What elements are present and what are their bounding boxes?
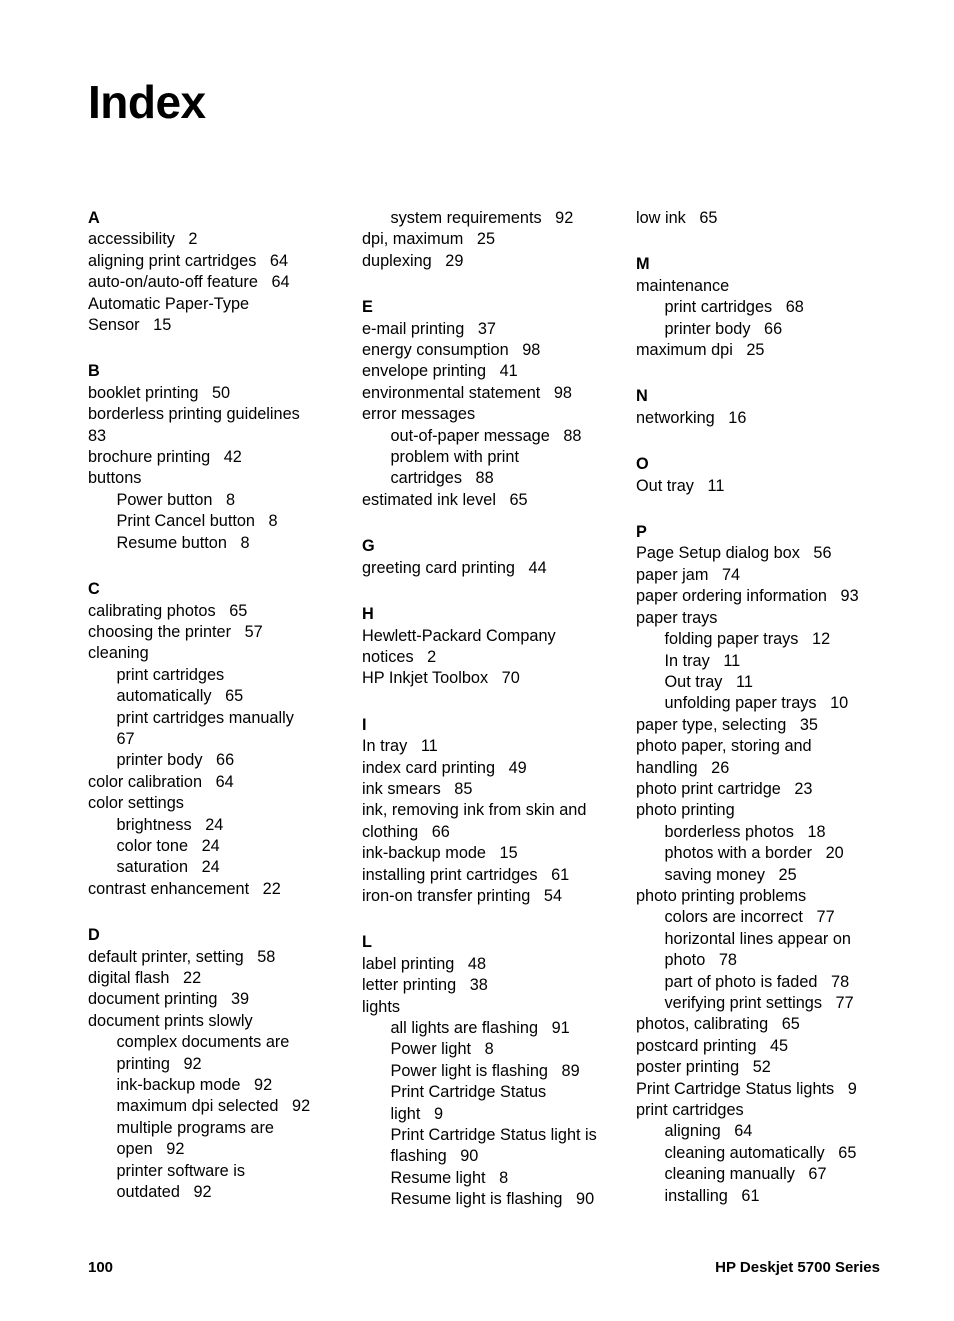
index-subentry: In tray 11 [664, 651, 741, 670]
index-entry: color settings [88, 794, 184, 813]
index-entry: buttons [88, 469, 142, 488]
index-entry: photo print cartridge 23 [636, 779, 813, 798]
index-subentry: verifying print settings 77 [664, 994, 854, 1012]
index-entry: label printing 48 [362, 954, 487, 973]
index-entry: brochure printing 42 [88, 448, 242, 467]
index-entry: estimated ink level 65 [362, 490, 528, 509]
section-letter: B [88, 362, 100, 381]
index-subentry: Resume button 8 [116, 533, 250, 552]
index-subentry: colors are incorrect 77 [664, 908, 835, 927]
index-entry: paper type, selecting 35 [636, 715, 818, 734]
index-subentry: Resume light 8 [390, 1168, 509, 1187]
index-subentry: print cartridges manually [116, 708, 294, 727]
index-subentry: open 92 [116, 1140, 185, 1159]
index-entry: poster printing 52 [636, 1058, 771, 1077]
index-subentry: print cartridges 68 [664, 298, 804, 317]
index-subentry: photos with a border 20 [664, 844, 844, 863]
page-title: Index [88, 76, 206, 128]
index-column-2 [362, 208, 624, 1211]
index-subentry: Power light is flashing 89 [390, 1061, 580, 1080]
index-entry: low ink 65 [636, 209, 718, 227]
index-subentry: Print Cancel button 8 [116, 512, 278, 531]
section-letter: P [636, 523, 647, 542]
index-subentry: printer body 66 [664, 319, 783, 338]
index-entry: aligning print cartridges 64 [88, 251, 289, 270]
index-subentry: photo 78 [664, 951, 737, 970]
index-subentry: aligning 64 [664, 1122, 753, 1141]
index-entry: clothing 66 [362, 822, 450, 841]
index-subentry: unfolding paper trays 10 [664, 694, 849, 713]
index-subentry: Print Cartridge Status light is [390, 1126, 597, 1145]
index-subentry: Power button 8 [116, 490, 236, 509]
index-entry: notices 2 [362, 647, 437, 666]
index-entry: document printing 39 [88, 990, 250, 1009]
index-entry: Automatic Paper-Type [88, 294, 250, 313]
index-subentry: out-of-paper message 88 [390, 426, 582, 445]
section-letter: G [362, 537, 375, 556]
index-entry: ink, removing ink from skin and [362, 801, 587, 820]
index-entry: photo printing problems [636, 886, 807, 905]
index-entry: paper ordering information 93 [636, 587, 859, 606]
index-subentry: maximum dpi selected 92 [116, 1097, 311, 1116]
index-entry: auto-on/auto-off feature 64 [88, 273, 290, 292]
index-subentry: printer software is [116, 1161, 245, 1180]
index-subentry: automatically 65 [116, 687, 244, 706]
index-subentry: ink-backup mode 92 [116, 1076, 273, 1095]
index-subentry: outdated 92 [116, 1183, 212, 1202]
index-entry: dpi, maximum 25 [362, 230, 496, 249]
index-entry: ink-backup mode 15 [362, 844, 518, 863]
index-subentry: horizontal lines appear on [664, 929, 851, 948]
index-column-3 [636, 208, 898, 1207]
index-subentry: all lights are flashing 91 [390, 1019, 570, 1037]
section-letter: D [88, 926, 100, 945]
index-entry: calibrating photos 65 [88, 601, 248, 620]
index-subentry: saturation 24 [116, 858, 220, 877]
index-entry: photo printing [636, 801, 735, 820]
index-entry: maintenance [636, 276, 730, 295]
index-subentry: cartridges 88 [390, 469, 494, 488]
product-name: HP Deskjet 5700 Series [715, 1259, 880, 1276]
index-entry: networking 16 [636, 408, 747, 427]
section-letter: C [88, 580, 100, 599]
section-letter: E [362, 298, 373, 317]
index-entry: Print Cartridge Status lights 9 [636, 1079, 857, 1098]
section-letter: L [362, 933, 372, 952]
index-entry: greeting card printing 44 [362, 558, 547, 577]
index-entry: letter printing 38 [362, 976, 488, 995]
index-entry: document prints slowly [88, 1011, 253, 1030]
index-subentry: multiple programs are [116, 1118, 274, 1137]
index-subentry: problem with print [390, 448, 519, 467]
index-entry: contrast enhancement 22 [88, 879, 281, 898]
index-entry: default printer, setting 58 [88, 947, 276, 966]
index-subentry: cleaning automatically 65 [664, 1143, 857, 1162]
index-subentry: color tone 24 [116, 836, 220, 855]
index-entry: handling 26 [636, 758, 730, 777]
section-letter: N [636, 387, 648, 406]
index-entry: accessibility 2 [88, 230, 198, 249]
index-entry: duplexing 29 [362, 251, 464, 270]
index-entry: envelope printing 41 [362, 362, 518, 381]
index-subentry: flashing 90 [390, 1147, 479, 1166]
index-entry: environmental statement 98 [362, 383, 572, 402]
index-entry: photo paper, storing and [636, 737, 812, 756]
index-subentry: brightness 24 [116, 815, 224, 834]
index-entry: 83 [88, 426, 107, 445]
index-subentry: printer body 66 [116, 751, 235, 770]
index-entry: HP Inkjet Toolbox 70 [362, 669, 520, 688]
index-entry: color calibration 64 [88, 772, 234, 791]
index-entry: choosing the printer 57 [88, 622, 263, 641]
index-subentry: installing 61 [664, 1186, 760, 1205]
index-subentry: saving money 25 [664, 865, 797, 884]
page-number: 100 [88, 1259, 114, 1276]
index-subentry: part of photo is faded 78 [664, 972, 850, 991]
index-entry: booklet printing 50 [88, 383, 231, 402]
index-entry: postcard printing 45 [636, 1036, 789, 1055]
index-subentry: Print Cartridge Status [390, 1083, 547, 1102]
section-letter: O [636, 455, 649, 474]
index-subentry: complex documents are [116, 1033, 290, 1052]
index-entry: print cartridges [636, 1101, 744, 1120]
index-entry: e-mail printing 37 [362, 319, 496, 338]
index-entry: energy consumption 98 [362, 341, 541, 360]
index-entry: borderless printing guidelines [88, 405, 300, 424]
index-entry: iron-on transfer printing 54 [362, 886, 563, 905]
section-letter: H [362, 605, 374, 624]
index-entry: error messages [362, 405, 476, 424]
index-subentry: borderless photos 18 [664, 822, 826, 841]
index-subentry: printing 92 [116, 1054, 202, 1073]
index-entry: Page Setup dialog box 56 [636, 544, 832, 563]
index-entry: Hewlett-Packard Company [362, 626, 556, 645]
index-subentry: Power light 8 [390, 1040, 494, 1059]
index-subentry: Resume light is flashing 90 [390, 1190, 595, 1209]
index-subentry: folding paper trays 12 [664, 630, 831, 649]
index-entry: paper trays [636, 608, 718, 627]
index-entry: maximum dpi 25 [636, 341, 765, 360]
section-letter: M [636, 255, 650, 274]
index-entry: ink smears 85 [362, 779, 473, 798]
index-entry: installing print cartridges 61 [362, 865, 570, 884]
index-column-1 [88, 208, 350, 1203]
index-entry: lights [362, 997, 401, 1016]
index-entry: paper jam 74 [636, 565, 741, 584]
section-letter: A [88, 209, 100, 227]
index-subentry: print cartridges [116, 665, 225, 684]
index-subentry: light 9 [390, 1104, 443, 1123]
index-subentry: 67 [116, 729, 135, 748]
index-subentry: Out tray 11 [664, 672, 753, 691]
section-letter: I [362, 715, 367, 734]
index-entry: In tray 11 [362, 737, 438, 756]
index-subentry: system requirements 92 [390, 209, 574, 227]
index-entry: Sensor 15 [88, 316, 172, 335]
index-entry: digital flash 22 [88, 969, 202, 987]
index-entry: index card printing 49 [362, 758, 527, 777]
index-subentry: cleaning manually 67 [664, 1165, 827, 1184]
index-entry: Out tray 11 [636, 476, 725, 495]
index-entry: cleaning [88, 644, 149, 663]
index-entry: photos, calibrating 65 [636, 1015, 800, 1034]
